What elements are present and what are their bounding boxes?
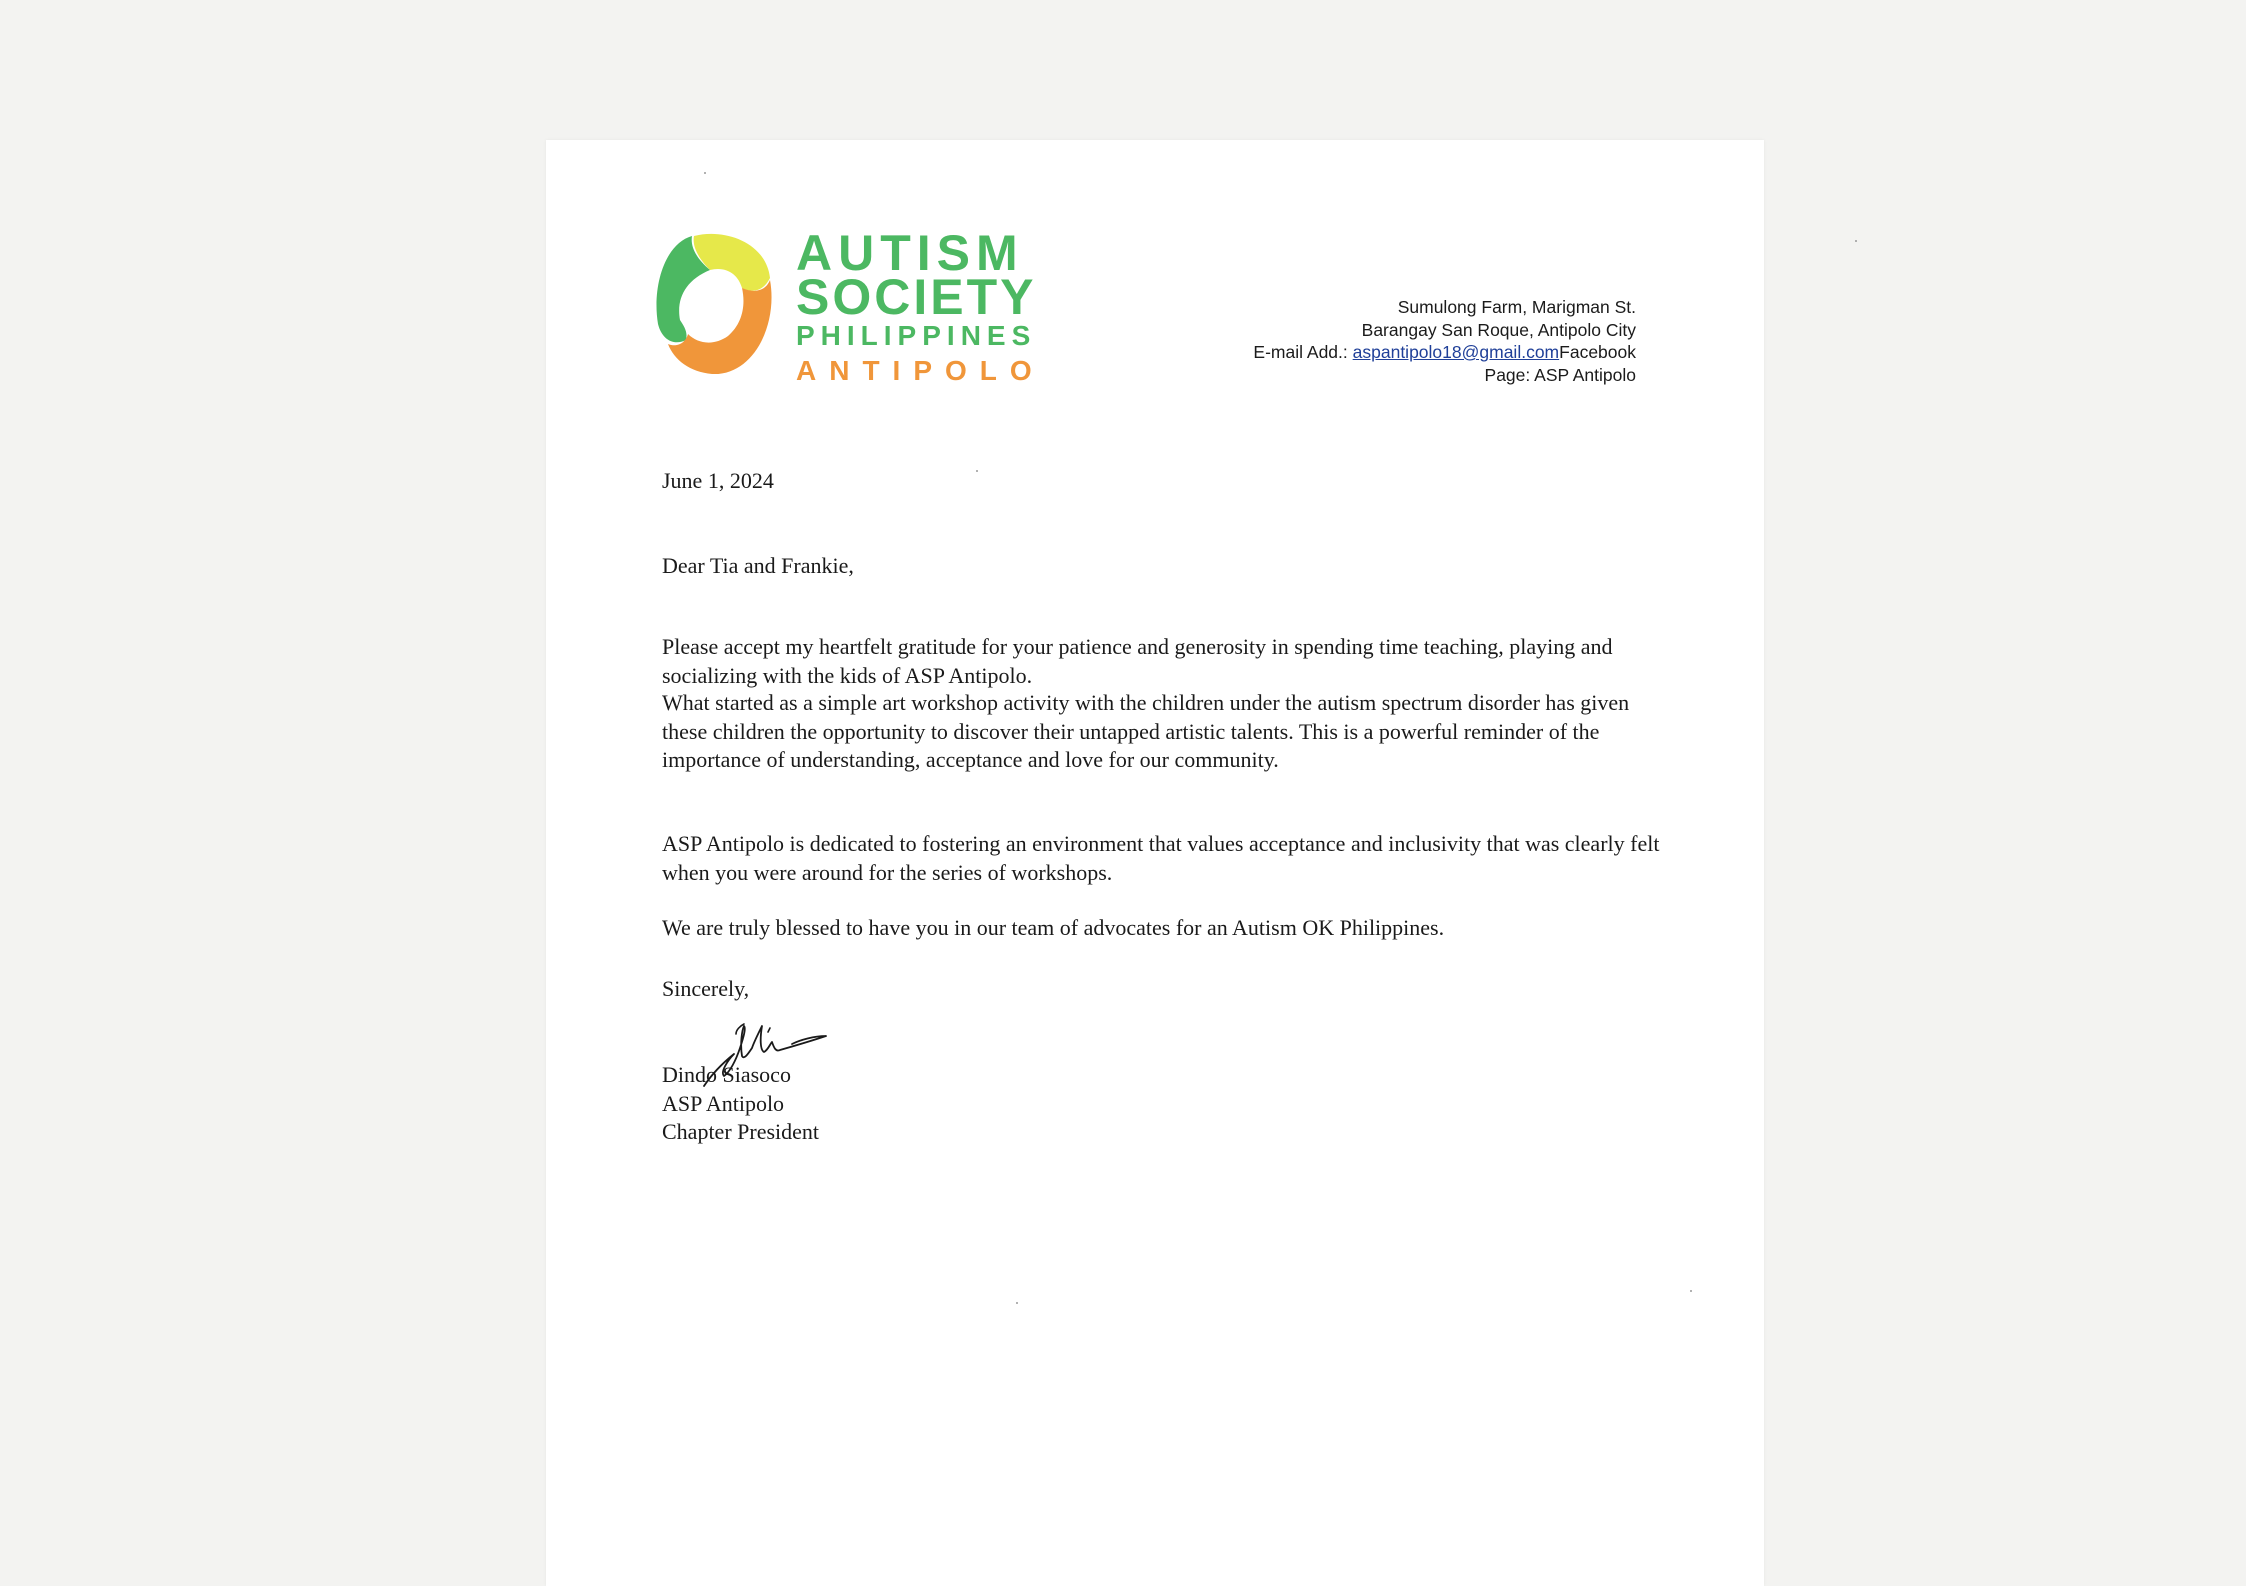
letter-page (546, 140, 1764, 1586)
signature-block (662, 1061, 819, 1147)
letter-date: June 1, 2024 (662, 468, 774, 493)
facebook-label: Facebook (1559, 342, 1636, 362)
logo-line-autism: AUTISM (796, 225, 1024, 281)
logo-line-philippines: PHILIPPINES (796, 320, 1037, 351)
logo-line-society: SOCIETY (796, 269, 1037, 325)
logo-yellow-petal (694, 234, 770, 291)
scan-speck (1855, 240, 1857, 242)
scan-speck (1016, 1302, 1018, 1304)
signer-organization: ASP Antipolo (662, 1090, 785, 1116)
logo-wordmark (796, 225, 1045, 387)
letterhead-address (1253, 296, 1636, 386)
autism-society-logo-icon (654, 228, 774, 378)
letter-closing: Sincerely, (662, 976, 750, 1001)
logo-line-antipolo: ANTIPOLO (796, 355, 1045, 386)
letter-paragraph-3: ASP Antipolo is dedicated to fostering an environment that values acceptance and inclusivity that was clearly felt when you were around for the series of workshops. (662, 831, 1660, 885)
scan-speck (704, 172, 706, 174)
letter-salutation: Dear Tia and Frankie, (662, 553, 854, 578)
address-line-email (1253, 341, 1636, 364)
email-label: E-mail Add.: (1253, 342, 1353, 362)
letter-paragraph-4: We are truly blessed to have you in our team of advocates for an Autism OK Philippines. (662, 915, 1445, 940)
letter-paragraph-1: Please accept my heartfelt gratitude for your patience and generosity in spending time teaching, playing and socializing with the kids of ASP Antipolo. (662, 634, 1613, 688)
signer-name: Dindo Siasoco (662, 1062, 791, 1087)
address-line-page: Page: ASP Antipolo (1484, 364, 1636, 385)
letter-paragraph-2: What started as a simple art workshop activity with the children under the autism spectrum disorder has given these children the opportunity to discover their untapped artistic talents. This is a powerful reminder of the importance of understanding, acceptance and love for our community. (662, 690, 1630, 772)
scan-speck (976, 470, 978, 472)
signer-title: Chapter President (662, 1119, 820, 1144)
address-line-city: Barangay San Roque, Antipolo City (1361, 319, 1636, 340)
email-link[interactable]: aspantipolo18@gmail.com (1352, 342, 1560, 362)
address-line-street: Sumulong Farm, Marigman St. (1397, 297, 1636, 317)
scan-speck (1690, 1290, 1692, 1292)
